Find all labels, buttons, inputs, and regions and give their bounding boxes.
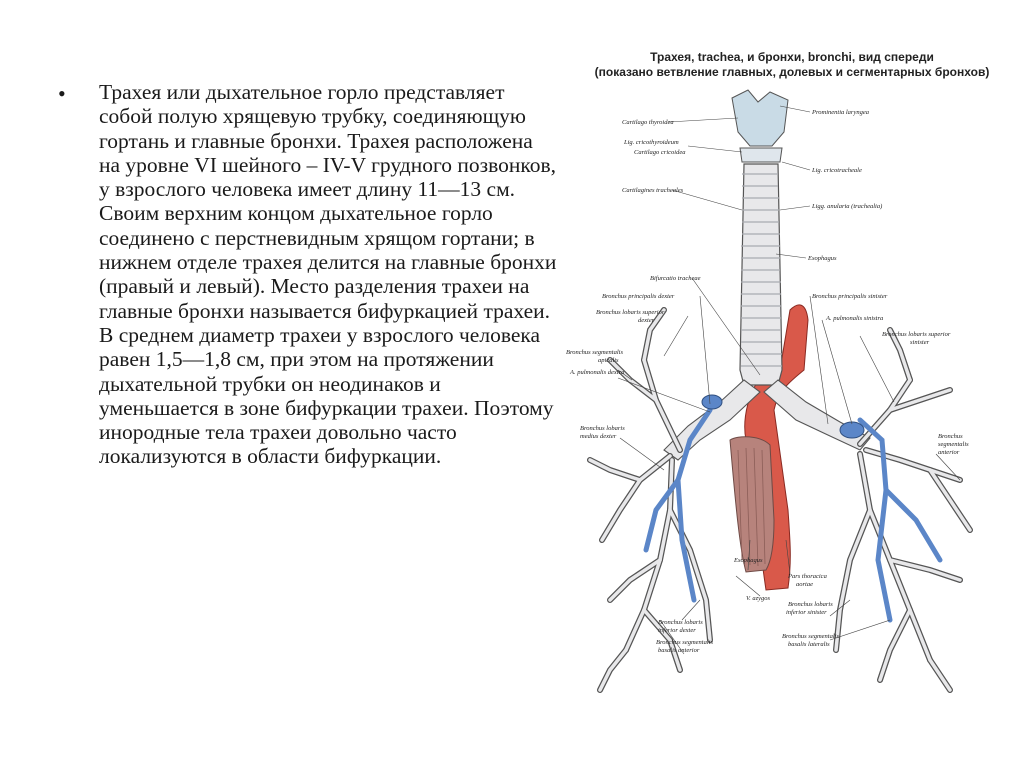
body-paragraph: Трахея или дыхательное горло представляет собой полую хрящевую трубку, соединяющую гортань и главные бронхи. Трахея расположена на уровне VI шейного – IV-V грудного позвонков, у взрослого человека имеет длину 11—13 см. Своим верхним концом дыхательное горло соединено с перстневидным хрящом гортани; в нижнем отделе трахея делится на главные бронхи (правый и левый). Место разделения трахеи на главные бронхи называется бифуркацией трахеи. В среднем диаметр трахеи у взрослого человека равен 1,5—1,8 см, при этом на протяжении дыхательной трубки он неодинаков и уменьшается в зоне бифуркации трахеи. Поэтому инородные тела трахеи довольно часто локализуются в области бифуркации. (99, 80, 557, 469)
label-lobaris-superior-dexter-2: dexter (638, 317, 655, 324)
bullet-marker: • (58, 81, 66, 106)
label-basalis-lateralis-1: Bronchus segmentalis (782, 633, 839, 640)
left-main-bronchus (764, 380, 870, 450)
label-basalis-lateralis-2: basalis lateralis (788, 641, 830, 648)
label-lobaris-superior-dexter-1: Bronchus lobaris superior (596, 309, 665, 316)
label-cartilagines: Cartilagines tracheales (622, 187, 684, 194)
label-pulmonalis-dextra: A. pulmonalis dextra (570, 369, 625, 376)
label-segmentalis-anterior-1: Bronchus (938, 433, 963, 440)
label-thyroidea: Cartilago thyroidea (622, 119, 674, 126)
trachea-illustration (560, 40, 1024, 720)
label-lobaris-medius-2: medius dexter (580, 433, 617, 440)
label-lobaris-inferior-sinister-1: Bronchus lobaris (788, 601, 833, 608)
label-segmentalis-apicalis-2: apicalis (598, 357, 619, 364)
label-segmentalis-anterior-3: anterior (938, 449, 960, 456)
label-lobaris-superior-sinister-2: sinister (910, 339, 930, 346)
trachea-figure (560, 40, 1024, 720)
label-lobaris-inferior-dexter-1: Bronchus lobaris (658, 619, 703, 626)
label-segmentalis-anterior-2: segmentalis (938, 441, 969, 448)
label-azygos: V. azygos (746, 595, 771, 602)
label-basalis-anterior-1: Bronchus segmentalis (656, 639, 713, 646)
label-principalis-dexter: Bronchus principalis dexter (602, 293, 675, 300)
trachea (740, 164, 782, 385)
label-bifurcatio: Bifurcatio tracheae (650, 275, 701, 282)
label-esophagus-bottom: Esophagus (734, 557, 763, 564)
label-basalis-anterior-2: basalis anterior (658, 647, 700, 654)
label-lobaris-inferior-dexter-2: inferior dexter (658, 627, 696, 634)
label-lig-cricotracheale: Lig. cricotracheale (812, 167, 862, 174)
label-lobaris-inferior-sinister-2: inferior sinister (786, 609, 827, 616)
esophagus (730, 437, 774, 572)
label-segmentalis-apicalis-1: Bronchus segmentalis (566, 349, 623, 356)
label-cricoidea: Cartilago cricoidea (634, 149, 686, 156)
label-principalis-sinister: Bronchus principalis sinister (812, 293, 888, 300)
label-lobaris-superior-sinister-1: Bronchus lobaris superior (882, 331, 951, 338)
label-lig-cricothyroideum: Lig. cricothyroideum (624, 139, 679, 146)
right-pulmonary-artery (702, 395, 722, 409)
label-ligg-anularia: Ligg. anularia (trachealia) (812, 203, 883, 210)
thyroid-cartilage (732, 90, 788, 146)
left-pulmonary-artery (840, 422, 864, 438)
figure-title (560, 50, 1024, 80)
label-prominentia: Prominentia laryngea (812, 109, 869, 116)
pulmonary-vessels (646, 410, 940, 620)
cricoid-cartilage (740, 148, 782, 162)
label-lobaris-medius-1: Bronchus lobaris (580, 425, 625, 432)
figure-title-line2: (показано ветвление главных, долевых и сегментарных бронхов) (594, 65, 990, 79)
label-pars-thoracica-1: Pars thoracica (788, 573, 827, 580)
figure-title-line1: Трахея, trachea, и бронхи, bronchi, вид спереди (650, 50, 934, 64)
label-pulmonalis-sinistra: A. pulmonalis sinistra (826, 315, 884, 322)
label-esophagus-top: Esophagus (808, 255, 837, 262)
label-pars-thoracica-2: aortae (796, 581, 813, 588)
